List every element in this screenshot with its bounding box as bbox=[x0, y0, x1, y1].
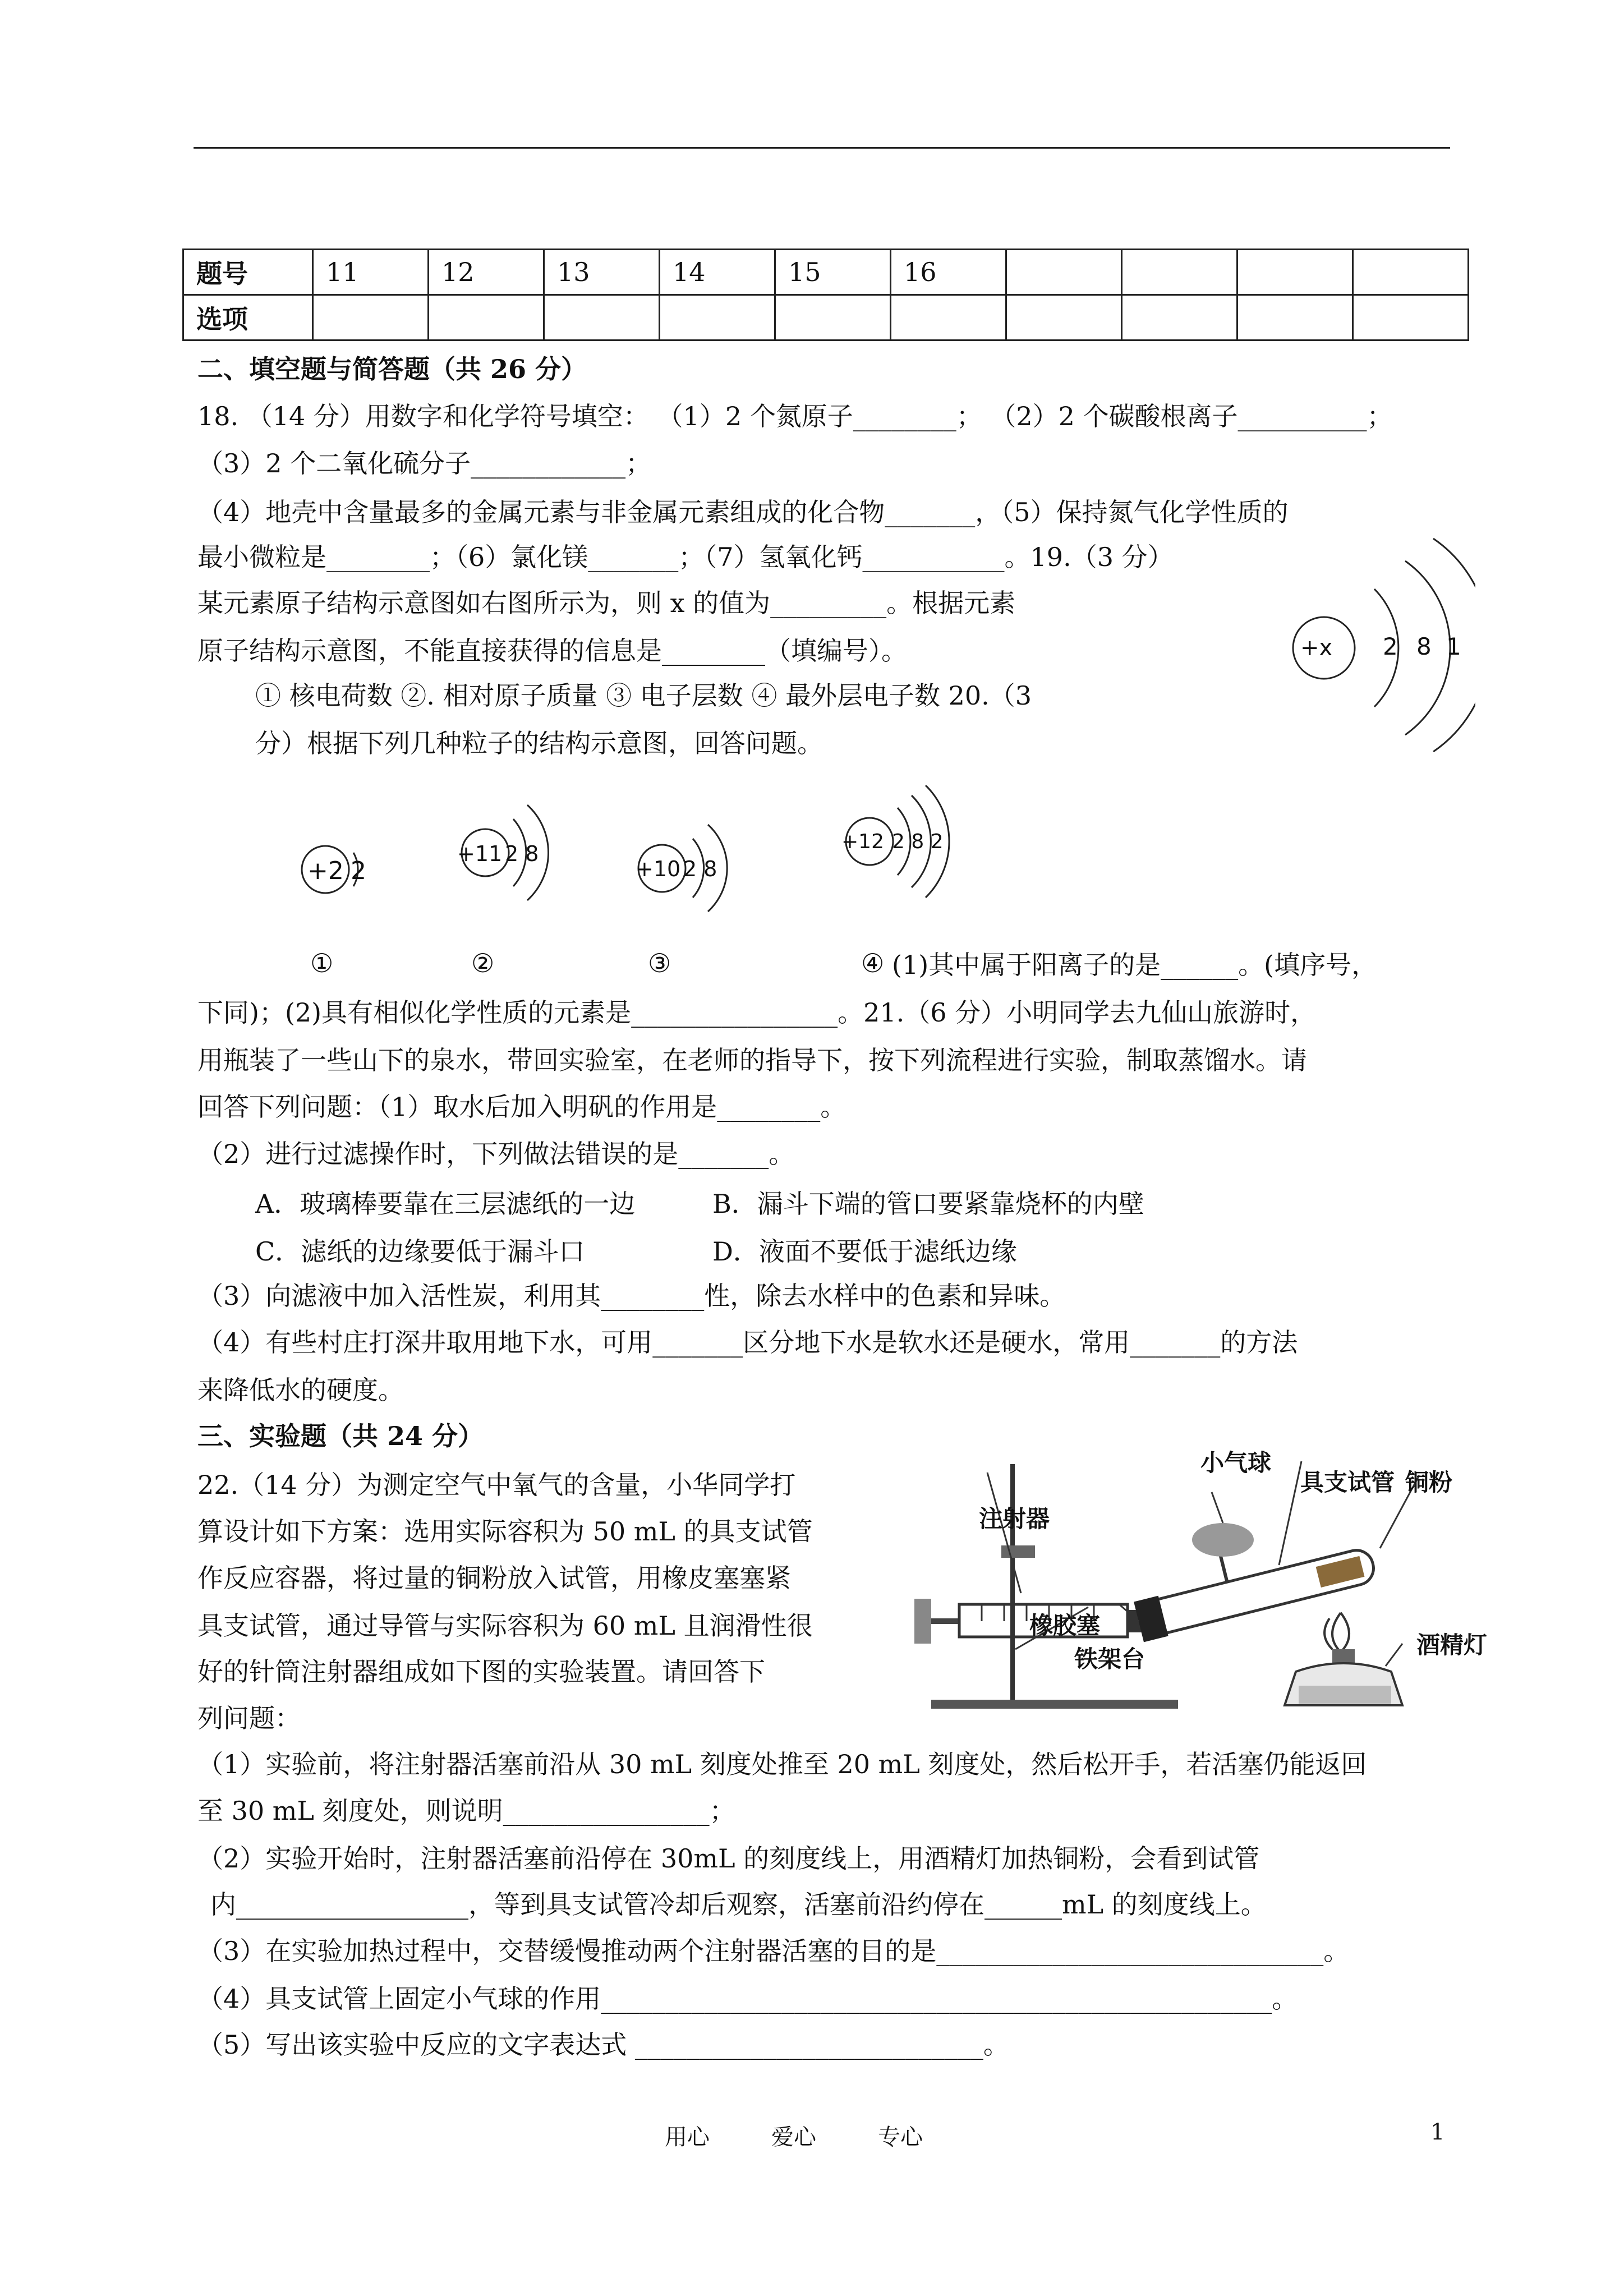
label-syringe: 注射器 bbox=[979, 1505, 1050, 1533]
section3-title: 三、实验题（共 24 分） bbox=[197, 1421, 484, 1451]
table-cell: 16 bbox=[891, 250, 1006, 295]
table-cell bbox=[1353, 250, 1469, 295]
q22-intro-line: 作反应容器，将过量的铜粉放入试管，用橡皮塞塞紧 bbox=[197, 1563, 791, 1593]
q19-line: 某元素原子结构示意图如右图所示为，则 x 的值为_________。根据元素 bbox=[197, 588, 1016, 618]
section2-title: 二、填空题与简答题（共 26 分） bbox=[197, 354, 587, 384]
particle-shells: 2 8 2 bbox=[892, 830, 944, 853]
table-cell: 12 bbox=[429, 250, 544, 295]
q21-line: （4）有些村庄打深井取用地下水，可用_______区分地下水是软水还是硬水，常用_______的方法 bbox=[197, 1327, 1298, 1358]
particle-nucleus: +12 bbox=[841, 830, 884, 853]
option-b: B．漏斗下端的管口要紧靠烧杯的内壁 bbox=[712, 1189, 1144, 1219]
particle-number: ② bbox=[471, 948, 495, 978]
particle-nucleus: +10 bbox=[636, 857, 681, 881]
particle-nucleus: +11 bbox=[457, 841, 503, 866]
footer-text: 爱心 bbox=[771, 2124, 816, 2150]
q18-line: 18. （14 分）用数字和化学符号填空： （1）2 个氮原子________； （2）2 个碳酸根离子__________； bbox=[197, 401, 1393, 431]
answer-cell[interactable] bbox=[1353, 295, 1469, 341]
q21-line: （2）进行过滤操作时，下列做法错误的是_______。 bbox=[197, 1139, 795, 1169]
q22-intro-line: 列问题： bbox=[197, 1703, 301, 1733]
answer-cell[interactable] bbox=[544, 295, 660, 341]
q20-line: (1)其中属于阳离子的是______。(填序号， bbox=[892, 950, 1378, 980]
table-cell bbox=[1006, 250, 1122, 295]
q21-line: 来降低水的硬度。 bbox=[197, 1375, 404, 1405]
q21-line: （3）向滤液中加入活性炭，利用其________性，除去水样中的色素和异味。 bbox=[197, 1281, 1066, 1311]
label-tube: 具支试管 bbox=[1300, 1469, 1395, 1496]
particle-shells: 2 bbox=[351, 857, 366, 885]
header-rule bbox=[194, 147, 1450, 149]
shell-count: 2 bbox=[1383, 633, 1398, 660]
footer-text: 专心 bbox=[878, 2124, 923, 2150]
q22-intro-line: 22.（14 分）为测定空气中氧气的含量，小华同学打 bbox=[197, 1470, 796, 1500]
table-cell bbox=[1237, 250, 1353, 295]
label-lamp: 酒精灯 bbox=[1416, 1631, 1488, 1659]
option-d: D．液面不要低于滤纸边缘 bbox=[712, 1236, 1017, 1267]
page-number: 1 bbox=[1430, 2119, 1445, 2145]
answer-cell[interactable] bbox=[891, 295, 1006, 341]
q22-question: 内__________________，等到具支试管冷却后观察，活塞前沿约停在______mL 的刻度线上。 bbox=[210, 1889, 1267, 1920]
q20-line: 下同)；(2)具有相似化学性质的元素是________________。21.（6 分）小明同学去九仙山旅游时， bbox=[197, 997, 1317, 1028]
particle-number: ④ bbox=[861, 948, 885, 978]
answer-cell[interactable] bbox=[660, 295, 775, 341]
answer-cell[interactable] bbox=[313, 295, 429, 341]
atom-nucleus-label: +x bbox=[1300, 635, 1333, 661]
q18-line: 最小微粒是________；（6）氯化镁_______；（7）氢氧化钙___________。19.（3 分） bbox=[197, 542, 1174, 572]
q22-intro-line: 具支试管，通过导管与实际容积为 60 mL 且润滑性很 bbox=[197, 1611, 813, 1641]
answer-cell[interactable] bbox=[429, 295, 544, 341]
q22-question: （4）具支试管上固定小气球的作用____________________________________________________。 bbox=[197, 1984, 1298, 2014]
table-cell: 14 bbox=[660, 250, 775, 295]
option-c: C．滤纸的边缘要低于漏斗口 bbox=[255, 1236, 585, 1267]
answer-cell[interactable] bbox=[1122, 295, 1237, 341]
table-row bbox=[183, 250, 1469, 295]
q19-line: 原子结构示意图，不能直接获得的信息是________（填编号）。 bbox=[197, 636, 907, 666]
label-stand: 铁架台 bbox=[1074, 1645, 1145, 1673]
q22-question: （5）写出该实验中反应的文字表达式 ___________________________。 bbox=[197, 2030, 1009, 2060]
particle-shells: 2 8 bbox=[683, 857, 717, 881]
option-a: A．玻璃棒要靠在三层滤纸的一边 bbox=[255, 1189, 636, 1219]
label-stopper: 橡胶塞 bbox=[1029, 1612, 1101, 1639]
table-row bbox=[183, 295, 1469, 341]
label-balloon: 小气球 bbox=[1200, 1449, 1272, 1476]
shell-count: 1 bbox=[1446, 633, 1461, 660]
q19-options: ① 核电荷数 ②. 相对原子质量 ③ 电子层数 ④ 最外层电子数 20.（3 bbox=[255, 680, 1032, 711]
q22-question: （1）实验前，将注射器活塞前沿从 30 mL 刻度处推至 20 mL 刻度处，然后松开手，若活塞仍能返回 bbox=[197, 1749, 1367, 1779]
q21-line: 回答下列问题：（1）取水后加入明矾的作用是________。 bbox=[197, 1092, 846, 1122]
label-copper: 铜粉 bbox=[1405, 1469, 1453, 1496]
q22-intro-line: 算设计如下方案：选用实际容积为 50 mL 的具支试管 bbox=[197, 1516, 813, 1547]
experiment-apparatus-figure bbox=[898, 1425, 1492, 1717]
shell-count: 8 bbox=[1416, 633, 1432, 660]
q18-line: （4）地壳中含量最多的金属元素与非金属元素组成的化合物_______，（5）保持氮气化学性质的 bbox=[197, 497, 1289, 527]
q22-question: （3）在实验加热过程中，交替缓慢推动两个注射器活塞的目的是______________________________。 bbox=[197, 1936, 1350, 1966]
q18-line: （3）2 个二氧化硫分子____________； bbox=[197, 448, 652, 478]
q22-question: （2）实验开始时，注射器活塞前沿停在 30mL 的刻度线上，用酒精灯加热铜粉，会看到试管 bbox=[197, 1843, 1260, 1874]
answer-cell[interactable] bbox=[1006, 295, 1122, 341]
answer-table bbox=[182, 249, 1469, 341]
q21-line: 用瓶装了一些山下的泉水，带回实验室，在老师的指导下，按下列流程进行实验，制取蒸馏水。请 bbox=[197, 1045, 1307, 1075]
table-cell: 15 bbox=[775, 250, 891, 295]
q22-intro-line: 好的针筒注射器组成如下图的实验装置。请回答下 bbox=[197, 1657, 765, 1687]
footer-text: 用心 bbox=[665, 2124, 710, 2150]
particle-number: ① bbox=[310, 948, 334, 978]
table-header-cell: 选项 bbox=[183, 295, 313, 341]
particle-number: ③ bbox=[648, 948, 671, 978]
answer-cell[interactable] bbox=[775, 295, 891, 341]
particle-nucleus: +2 bbox=[307, 857, 344, 885]
table-cell: 13 bbox=[544, 250, 660, 295]
particle-shells: 2 8 bbox=[505, 841, 539, 866]
answer-cell[interactable] bbox=[1237, 295, 1353, 341]
table-header-cell: 题号 bbox=[183, 250, 313, 295]
q22-question: 至 30 mL 刻度处，则说明________________； bbox=[197, 1796, 735, 1826]
table-cell: 11 bbox=[313, 250, 429, 295]
table-cell bbox=[1122, 250, 1237, 295]
q20-line: 分）根据下列几种粒子的结构示意图，回答问题。 bbox=[255, 728, 823, 758]
